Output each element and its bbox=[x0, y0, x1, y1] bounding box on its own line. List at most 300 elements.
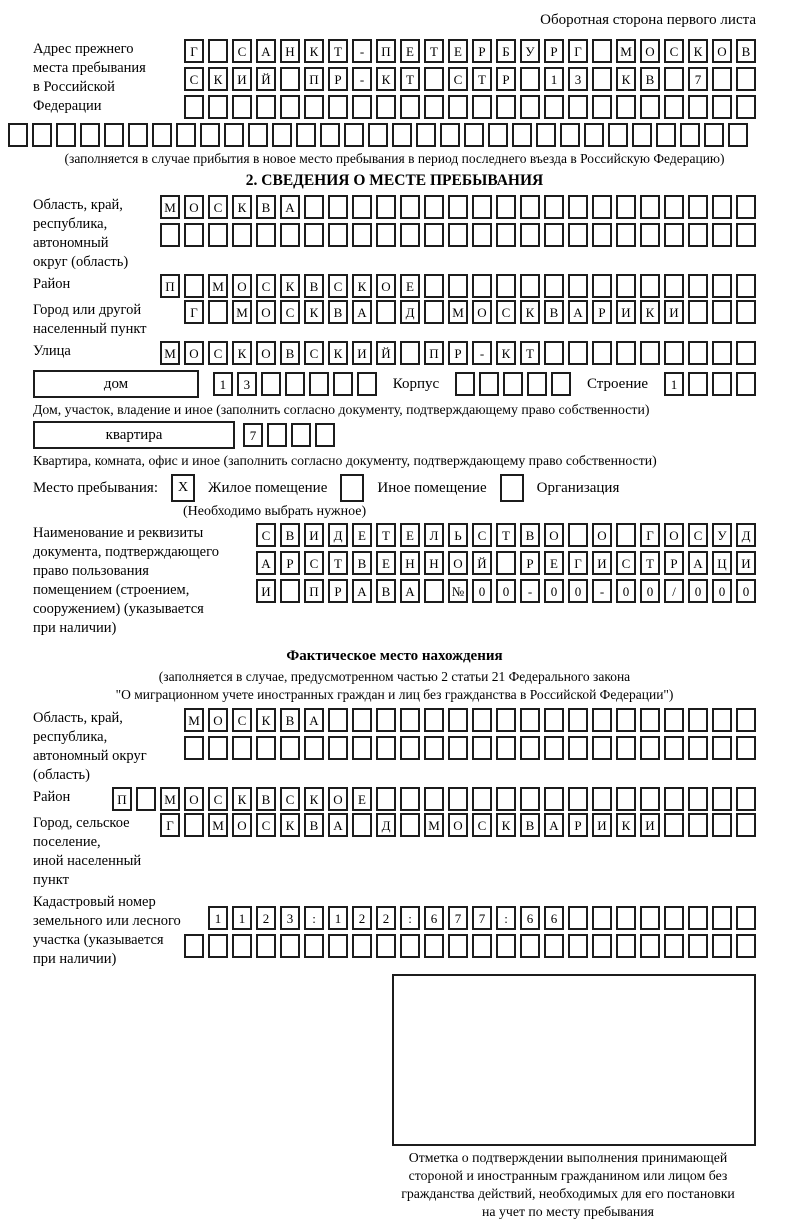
char-cell[interactable] bbox=[664, 736, 684, 760]
char-cell[interactable] bbox=[496, 274, 516, 298]
char-cell[interactable]: - bbox=[352, 39, 372, 63]
stay-type-organization-checkbox[interactable] bbox=[500, 474, 524, 502]
char-cell[interactable] bbox=[232, 736, 252, 760]
char-cell[interactable] bbox=[712, 906, 732, 930]
char-cell[interactable]: Г bbox=[568, 39, 588, 63]
actual-region-row-1[interactable] bbox=[184, 708, 756, 732]
char-cell[interactable]: Д bbox=[376, 813, 396, 837]
char-cell[interactable] bbox=[592, 195, 612, 219]
char-cell[interactable] bbox=[736, 195, 756, 219]
char-cell[interactable]: Р bbox=[472, 39, 492, 63]
char-cell[interactable] bbox=[688, 813, 708, 837]
char-cell[interactable] bbox=[256, 95, 276, 119]
char-cell[interactable] bbox=[400, 341, 420, 365]
char-cell[interactable]: 0 bbox=[496, 579, 516, 603]
char-cell[interactable] bbox=[184, 934, 204, 958]
char-cell[interactable]: - bbox=[520, 579, 540, 603]
char-cell[interactable]: О bbox=[232, 813, 252, 837]
char-cell[interactable]: С bbox=[232, 708, 252, 732]
char-cell[interactable] bbox=[440, 123, 460, 147]
char-cell[interactable]: А bbox=[256, 551, 276, 575]
char-cell[interactable] bbox=[712, 736, 732, 760]
char-cell[interactable] bbox=[527, 372, 547, 396]
char-cell[interactable]: К bbox=[232, 195, 252, 219]
char-cell[interactable]: С bbox=[664, 39, 684, 63]
char-cell[interactable] bbox=[328, 195, 348, 219]
char-cell[interactable] bbox=[256, 223, 276, 247]
actual-district-boxes[interactable] bbox=[112, 787, 756, 811]
char-cell[interactable] bbox=[520, 67, 540, 91]
char-cell[interactable] bbox=[592, 274, 612, 298]
char-cell[interactable] bbox=[592, 736, 612, 760]
char-cell[interactable]: К bbox=[496, 813, 516, 837]
char-cell[interactable]: К bbox=[304, 300, 324, 324]
char-cell[interactable] bbox=[664, 813, 684, 837]
char-cell[interactable]: 7 bbox=[472, 906, 492, 930]
char-cell[interactable]: В bbox=[280, 341, 300, 365]
char-cell[interactable] bbox=[352, 223, 372, 247]
char-cell[interactable] bbox=[592, 787, 612, 811]
char-cell[interactable] bbox=[352, 736, 372, 760]
char-cell[interactable] bbox=[688, 195, 708, 219]
char-cell[interactable]: И bbox=[592, 813, 612, 837]
char-cell[interactable]: С bbox=[256, 813, 276, 837]
char-cell[interactable] bbox=[472, 274, 492, 298]
char-cell[interactable] bbox=[736, 67, 756, 91]
char-cell[interactable] bbox=[200, 123, 220, 147]
char-cell[interactable] bbox=[664, 195, 684, 219]
char-cell[interactable] bbox=[592, 67, 612, 91]
char-cell[interactable] bbox=[479, 372, 499, 396]
char-cell[interactable] bbox=[392, 123, 412, 147]
actual-region-row-2[interactable] bbox=[184, 736, 756, 760]
char-cell[interactable]: М bbox=[448, 300, 468, 324]
char-cell[interactable]: 0 bbox=[568, 579, 588, 603]
char-cell[interactable]: О bbox=[184, 195, 204, 219]
char-cell[interactable]: С bbox=[232, 39, 252, 63]
char-cell[interactable] bbox=[736, 223, 756, 247]
char-cell[interactable] bbox=[712, 274, 732, 298]
char-cell[interactable]: 1 bbox=[664, 372, 684, 396]
char-cell[interactable]: О bbox=[328, 787, 348, 811]
char-cell[interactable]: С bbox=[304, 341, 324, 365]
char-cell[interactable]: В bbox=[520, 813, 540, 837]
char-cell[interactable] bbox=[640, 736, 660, 760]
char-cell[interactable]: Т bbox=[424, 39, 444, 63]
char-cell[interactable] bbox=[544, 341, 564, 365]
document-row-2[interactable] bbox=[256, 551, 756, 575]
char-cell[interactable]: К bbox=[520, 300, 540, 324]
char-cell[interactable] bbox=[280, 579, 300, 603]
region-row-1[interactable] bbox=[160, 195, 756, 219]
char-cell[interactable] bbox=[544, 736, 564, 760]
char-cell[interactable] bbox=[104, 123, 124, 147]
char-cell[interactable] bbox=[568, 736, 588, 760]
char-cell[interactable]: Ц bbox=[712, 551, 732, 575]
char-cell[interactable]: О bbox=[208, 708, 228, 732]
char-cell[interactable] bbox=[448, 95, 468, 119]
char-cell[interactable] bbox=[568, 274, 588, 298]
char-cell[interactable] bbox=[352, 934, 372, 958]
char-cell[interactable] bbox=[520, 736, 540, 760]
char-cell[interactable] bbox=[376, 95, 396, 119]
char-cell[interactable] bbox=[184, 736, 204, 760]
char-cell[interactable]: 0 bbox=[616, 579, 636, 603]
char-cell[interactable] bbox=[736, 341, 756, 365]
char-cell[interactable]: С bbox=[328, 274, 348, 298]
char-cell[interactable] bbox=[280, 934, 300, 958]
char-cell[interactable] bbox=[736, 736, 756, 760]
char-cell[interactable] bbox=[544, 195, 564, 219]
char-cell[interactable] bbox=[640, 195, 660, 219]
char-cell[interactable]: К bbox=[280, 274, 300, 298]
char-cell[interactable] bbox=[315, 423, 335, 447]
prev-address-row-2[interactable] bbox=[184, 67, 756, 91]
char-cell[interactable] bbox=[616, 708, 636, 732]
char-cell[interactable] bbox=[496, 551, 516, 575]
char-cell[interactable] bbox=[640, 934, 660, 958]
char-cell[interactable] bbox=[333, 372, 353, 396]
char-cell[interactable] bbox=[503, 372, 523, 396]
char-cell[interactable] bbox=[400, 95, 420, 119]
char-cell[interactable] bbox=[616, 274, 636, 298]
char-cell[interactable]: О bbox=[184, 787, 204, 811]
char-cell[interactable] bbox=[592, 906, 612, 930]
char-cell[interactable] bbox=[352, 813, 372, 837]
char-cell[interactable]: М bbox=[616, 39, 636, 63]
char-cell[interactable]: Т bbox=[328, 551, 348, 575]
char-cell[interactable] bbox=[688, 274, 708, 298]
char-cell[interactable]: Т bbox=[400, 67, 420, 91]
char-cell[interactable]: У bbox=[520, 39, 540, 63]
char-cell[interactable] bbox=[232, 223, 252, 247]
char-cell[interactable]: К bbox=[304, 39, 324, 63]
char-cell[interactable] bbox=[592, 223, 612, 247]
char-cell[interactable]: Н bbox=[280, 39, 300, 63]
char-cell[interactable] bbox=[448, 223, 468, 247]
char-cell[interactable] bbox=[496, 934, 516, 958]
char-cell[interactable]: С bbox=[184, 67, 204, 91]
char-cell[interactable]: Р bbox=[328, 579, 348, 603]
char-cell[interactable] bbox=[267, 423, 287, 447]
char-cell[interactable] bbox=[688, 708, 708, 732]
char-cell[interactable] bbox=[448, 934, 468, 958]
char-cell[interactable]: К bbox=[352, 274, 372, 298]
char-cell[interactable] bbox=[328, 934, 348, 958]
char-cell[interactable] bbox=[291, 423, 311, 447]
char-cell[interactable]: М bbox=[160, 787, 180, 811]
char-cell[interactable] bbox=[496, 223, 516, 247]
region-row-2[interactable] bbox=[160, 223, 756, 247]
char-cell[interactable] bbox=[616, 906, 636, 930]
char-cell[interactable] bbox=[592, 95, 612, 119]
char-cell[interactable] bbox=[232, 934, 252, 958]
char-cell[interactable] bbox=[704, 123, 724, 147]
char-cell[interactable]: С bbox=[208, 195, 228, 219]
char-cell[interactable] bbox=[536, 123, 556, 147]
char-cell[interactable] bbox=[736, 274, 756, 298]
char-cell[interactable] bbox=[424, 67, 444, 91]
char-cell[interactable] bbox=[640, 223, 660, 247]
char-cell[interactable] bbox=[680, 123, 700, 147]
char-cell[interactable] bbox=[309, 372, 329, 396]
char-cell[interactable] bbox=[616, 934, 636, 958]
char-cell[interactable] bbox=[568, 223, 588, 247]
char-cell[interactable]: И bbox=[736, 551, 756, 575]
char-cell[interactable]: Т bbox=[328, 39, 348, 63]
char-cell[interactable] bbox=[376, 934, 396, 958]
char-cell[interactable]: С bbox=[208, 787, 228, 811]
apartment-boxes[interactable] bbox=[243, 423, 335, 447]
char-cell[interactable]: Е bbox=[448, 39, 468, 63]
char-cell[interactable]: Е bbox=[400, 523, 420, 547]
char-cell[interactable] bbox=[352, 95, 372, 119]
char-cell[interactable]: Н bbox=[400, 551, 420, 575]
char-cell[interactable]: 1 bbox=[213, 372, 233, 396]
char-cell[interactable]: К bbox=[688, 39, 708, 63]
prev-address-row-4[interactable] bbox=[8, 123, 756, 147]
char-cell[interactable]: В bbox=[280, 523, 300, 547]
char-cell[interactable] bbox=[592, 934, 612, 958]
char-cell[interactable]: И bbox=[640, 813, 660, 837]
char-cell[interactable]: М bbox=[184, 708, 204, 732]
char-cell[interactable] bbox=[520, 195, 540, 219]
char-cell[interactable]: С bbox=[472, 813, 492, 837]
char-cell[interactable] bbox=[520, 95, 540, 119]
char-cell[interactable] bbox=[640, 274, 660, 298]
char-cell[interactable] bbox=[544, 934, 564, 958]
korpus-boxes[interactable] bbox=[455, 372, 571, 396]
char-cell[interactable]: М bbox=[232, 300, 252, 324]
char-cell[interactable]: Е bbox=[544, 551, 564, 575]
char-cell[interactable]: Е bbox=[352, 523, 372, 547]
char-cell[interactable] bbox=[616, 195, 636, 219]
char-cell[interactable] bbox=[357, 372, 377, 396]
char-cell[interactable] bbox=[472, 223, 492, 247]
char-cell[interactable]: С bbox=[472, 523, 492, 547]
char-cell[interactable]: С bbox=[616, 551, 636, 575]
char-cell[interactable]: Р bbox=[496, 67, 516, 91]
char-cell[interactable] bbox=[376, 787, 396, 811]
char-cell[interactable]: И bbox=[664, 300, 684, 324]
char-cell[interactable] bbox=[736, 708, 756, 732]
char-cell[interactable]: А bbox=[352, 300, 372, 324]
char-cell[interactable] bbox=[488, 123, 508, 147]
char-cell[interactable]: О bbox=[448, 551, 468, 575]
char-cell[interactable]: 0 bbox=[688, 579, 708, 603]
char-cell[interactable] bbox=[560, 123, 580, 147]
char-cell[interactable]: Р bbox=[280, 551, 300, 575]
char-cell[interactable]: 3 bbox=[280, 906, 300, 930]
char-cell[interactable] bbox=[664, 708, 684, 732]
char-cell[interactable] bbox=[285, 372, 305, 396]
char-cell[interactable] bbox=[712, 934, 732, 958]
char-cell[interactable] bbox=[664, 223, 684, 247]
char-cell[interactable] bbox=[400, 813, 420, 837]
char-cell[interactable] bbox=[272, 123, 292, 147]
char-cell[interactable]: С bbox=[448, 67, 468, 91]
char-cell[interactable] bbox=[400, 223, 420, 247]
char-cell[interactable]: К bbox=[640, 300, 660, 324]
char-cell[interactable]: В bbox=[640, 67, 660, 91]
char-cell[interactable]: О bbox=[256, 341, 276, 365]
char-cell[interactable]: П bbox=[304, 579, 324, 603]
char-cell[interactable] bbox=[568, 708, 588, 732]
char-cell[interactable] bbox=[568, 195, 588, 219]
char-cell[interactable]: Р bbox=[544, 39, 564, 63]
char-cell[interactable]: О bbox=[664, 523, 684, 547]
char-cell[interactable]: К bbox=[328, 341, 348, 365]
char-cell[interactable]: О bbox=[256, 300, 276, 324]
char-cell[interactable] bbox=[448, 274, 468, 298]
stroenie-boxes[interactable] bbox=[664, 372, 756, 396]
char-cell[interactable] bbox=[712, 95, 732, 119]
char-cell[interactable] bbox=[520, 223, 540, 247]
char-cell[interactable] bbox=[424, 195, 444, 219]
char-cell[interactable] bbox=[592, 341, 612, 365]
char-cell[interactable] bbox=[736, 95, 756, 119]
char-cell[interactable] bbox=[544, 787, 564, 811]
char-cell[interactable]: А bbox=[688, 551, 708, 575]
char-cell[interactable] bbox=[616, 223, 636, 247]
char-cell[interactable]: Т bbox=[472, 67, 492, 91]
char-cell[interactable] bbox=[688, 95, 708, 119]
char-cell[interactable]: Р bbox=[520, 551, 540, 575]
char-cell[interactable] bbox=[520, 934, 540, 958]
char-cell[interactable] bbox=[472, 708, 492, 732]
char-cell[interactable] bbox=[496, 736, 516, 760]
char-cell[interactable]: Р bbox=[328, 67, 348, 91]
char-cell[interactable]: С bbox=[688, 523, 708, 547]
char-cell[interactable] bbox=[344, 123, 364, 147]
char-cell[interactable]: Е bbox=[352, 787, 372, 811]
street-boxes[interactable] bbox=[160, 341, 756, 365]
char-cell[interactable] bbox=[424, 579, 444, 603]
char-cell[interactable] bbox=[496, 708, 516, 732]
char-cell[interactable]: Й bbox=[376, 341, 396, 365]
char-cell[interactable] bbox=[224, 123, 244, 147]
char-cell[interactable] bbox=[688, 787, 708, 811]
char-cell[interactable] bbox=[256, 934, 276, 958]
char-cell[interactable] bbox=[568, 934, 588, 958]
char-cell[interactable] bbox=[712, 787, 732, 811]
char-cell[interactable]: М bbox=[160, 195, 180, 219]
char-cell[interactable]: : bbox=[496, 906, 516, 930]
char-cell[interactable] bbox=[520, 708, 540, 732]
char-cell[interactable]: 1 bbox=[328, 906, 348, 930]
char-cell[interactable] bbox=[568, 787, 588, 811]
char-cell[interactable]: В bbox=[304, 274, 324, 298]
char-cell[interactable]: Е bbox=[376, 551, 396, 575]
char-cell[interactable] bbox=[400, 934, 420, 958]
char-cell[interactable] bbox=[656, 123, 676, 147]
char-cell[interactable]: В bbox=[256, 787, 276, 811]
char-cell[interactable]: - bbox=[592, 579, 612, 603]
char-cell[interactable] bbox=[400, 195, 420, 219]
char-cell[interactable] bbox=[664, 906, 684, 930]
char-cell[interactable] bbox=[448, 736, 468, 760]
char-cell[interactable]: 7 bbox=[243, 423, 263, 447]
char-cell[interactable] bbox=[176, 123, 196, 147]
char-cell[interactable]: Т bbox=[376, 523, 396, 547]
char-cell[interactable] bbox=[376, 195, 396, 219]
char-cell[interactable]: Т bbox=[640, 551, 660, 575]
char-cell[interactable]: А bbox=[328, 813, 348, 837]
char-cell[interactable] bbox=[184, 274, 204, 298]
char-cell[interactable]: О bbox=[712, 39, 732, 63]
stay-type-residential-checkbox[interactable]: X bbox=[171, 474, 195, 502]
char-cell[interactable] bbox=[664, 934, 684, 958]
char-cell[interactable] bbox=[160, 223, 180, 247]
char-cell[interactable] bbox=[472, 736, 492, 760]
char-cell[interactable]: 0 bbox=[640, 579, 660, 603]
char-cell[interactable] bbox=[608, 123, 628, 147]
char-cell[interactable]: О bbox=[376, 274, 396, 298]
cadastral-row-2[interactable] bbox=[184, 934, 756, 958]
char-cell[interactable] bbox=[551, 372, 571, 396]
char-cell[interactable]: Г bbox=[184, 39, 204, 63]
char-cell[interactable]: О bbox=[232, 274, 252, 298]
char-cell[interactable]: 2 bbox=[352, 906, 372, 930]
char-cell[interactable]: И bbox=[616, 300, 636, 324]
char-cell[interactable]: Г bbox=[160, 813, 180, 837]
char-cell[interactable] bbox=[712, 372, 732, 396]
char-cell[interactable] bbox=[208, 300, 228, 324]
char-cell[interactable] bbox=[424, 223, 444, 247]
char-cell[interactable] bbox=[448, 195, 468, 219]
char-cell[interactable]: 3 bbox=[568, 67, 588, 91]
char-cell[interactable]: И bbox=[352, 341, 372, 365]
char-cell[interactable] bbox=[592, 39, 612, 63]
char-cell[interactable] bbox=[616, 736, 636, 760]
char-cell[interactable] bbox=[520, 787, 540, 811]
char-cell[interactable]: А bbox=[544, 813, 564, 837]
char-cell[interactable] bbox=[128, 123, 148, 147]
char-cell[interactable]: А bbox=[568, 300, 588, 324]
char-cell[interactable] bbox=[712, 195, 732, 219]
char-cell[interactable] bbox=[152, 123, 172, 147]
char-cell[interactable] bbox=[376, 223, 396, 247]
char-cell[interactable] bbox=[688, 341, 708, 365]
char-cell[interactable] bbox=[616, 787, 636, 811]
char-cell[interactable] bbox=[736, 813, 756, 837]
char-cell[interactable] bbox=[448, 787, 468, 811]
char-cell[interactable] bbox=[616, 341, 636, 365]
char-cell[interactable]: А bbox=[400, 579, 420, 603]
char-cell[interactable] bbox=[352, 195, 372, 219]
char-cell[interactable]: 6 bbox=[544, 906, 564, 930]
char-cell[interactable] bbox=[424, 736, 444, 760]
char-cell[interactable] bbox=[736, 300, 756, 324]
char-cell[interactable]: П bbox=[160, 274, 180, 298]
char-cell[interactable]: М bbox=[208, 813, 228, 837]
char-cell[interactable]: И bbox=[232, 67, 252, 91]
char-cell[interactable]: М bbox=[208, 274, 228, 298]
char-cell[interactable]: 3 bbox=[237, 372, 257, 396]
char-cell[interactable] bbox=[424, 274, 444, 298]
char-cell[interactable]: В bbox=[352, 551, 372, 575]
char-cell[interactable]: 6 bbox=[424, 906, 444, 930]
char-cell[interactable] bbox=[568, 523, 588, 547]
char-cell[interactable] bbox=[280, 736, 300, 760]
char-cell[interactable] bbox=[400, 736, 420, 760]
char-cell[interactable]: Р bbox=[592, 300, 612, 324]
prev-address-row-1[interactable] bbox=[184, 39, 756, 63]
char-cell[interactable]: В bbox=[304, 813, 324, 837]
char-cell[interactable] bbox=[592, 708, 612, 732]
char-cell[interactable] bbox=[688, 300, 708, 324]
char-cell[interactable] bbox=[664, 95, 684, 119]
